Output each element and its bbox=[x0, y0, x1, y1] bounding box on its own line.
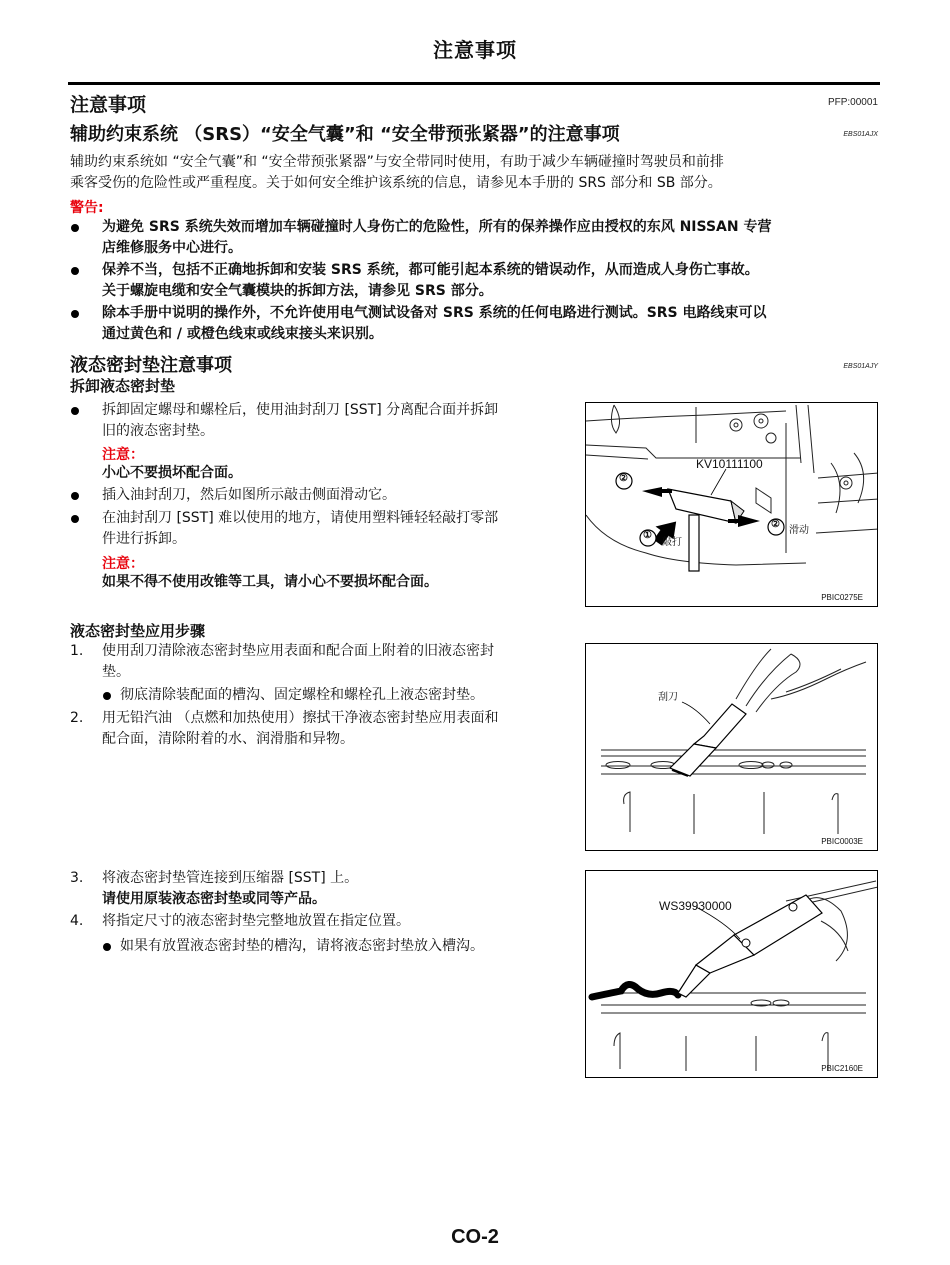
figure-1-id: PBIC0275E bbox=[821, 593, 863, 602]
note-text-1: 小心不要损坏配合面。 bbox=[102, 465, 242, 481]
figure-2-scraper-label: 刮刀 bbox=[658, 692, 678, 703]
removal-bullet-1 bbox=[70, 400, 576, 442]
srs-code: EBS01AJX bbox=[843, 131, 878, 138]
note-label-1: 注意： bbox=[102, 447, 144, 463]
step-2-line-2: 配合面，清除附着的水、润滑脂和异物。 bbox=[102, 731, 354, 747]
tube-presser-illustration bbox=[586, 871, 878, 1078]
removal-bullet-3 bbox=[70, 508, 576, 550]
step-number: 3. bbox=[70, 870, 84, 886]
step-1 bbox=[70, 641, 576, 683]
note-text-2: 如果不得不使用改锥等工具，请小心不要损坏配合面。 bbox=[102, 574, 438, 590]
warning-item-3-line-1: 除本手册中说明的操作外，不允许使用电气测试设备对 SRS 系统的任何电路进行测试。SRS 电路线束可以 bbox=[102, 305, 767, 321]
warning-item-2-line-1: 保养不当，包括不正确地拆卸和安装 SRS 系统，都可能引起本系统的错误动作，从而造成人身伤亡事故。 bbox=[102, 262, 759, 278]
warning-item bbox=[70, 303, 880, 345]
scraper-illustration bbox=[586, 644, 878, 851]
step-2-line-1: 用无铅汽油 （点燃和加热使用）擦拭干净液态密封垫应用表面和 bbox=[102, 710, 499, 726]
figure-1-slide-label: 滑动 bbox=[789, 525, 809, 536]
page-header-title: 注意事项 bbox=[433, 38, 517, 62]
application-title: 液态密封垫应用步骤 bbox=[70, 622, 206, 640]
warning-item-1-line-1: 为避免 SRS 系统失效而增加车辆碰撞时人身伤亡的危险性，所有的保养操作应由授权的东风 NISSAN 专营 bbox=[102, 219, 772, 235]
step-4-sub: 如果有放置液态密封垫的槽沟，请将液态密封垫放入槽沟。 bbox=[102, 936, 576, 957]
removal-bullet-3-line-1: 在油封刮刀 [SST] 难以使用的地方，请使用塑料锤轻轻敲打零部 bbox=[102, 510, 499, 526]
step-1-line-2: 垫。 bbox=[102, 664, 130, 680]
figure-tube-presser bbox=[585, 870, 878, 1078]
step-4-line-1: 将指定尺寸的液态密封垫完整地放置在指定位置。 bbox=[102, 913, 410, 929]
step-1-line-1: 使用刮刀清除液态密封垫应用表面和配合面上附着的旧液态密封 bbox=[102, 643, 494, 659]
figure-3-tool-label: WS39930000 bbox=[659, 899, 732, 913]
section-title: 注意事项 bbox=[70, 94, 147, 116]
step-4 bbox=[70, 911, 576, 932]
warning-item-1-line-2: 店维修服务中心进行。 bbox=[102, 240, 242, 256]
gasket-code: EBS01AJY bbox=[843, 363, 878, 370]
figure-1-num-2: ② bbox=[619, 473, 628, 484]
step-1-sub: 彻底清除装配面的槽沟、固定螺栓和螺栓孔上液态密封垫。 bbox=[102, 685, 576, 706]
figure-2-id: PBIC0003E bbox=[821, 837, 863, 846]
warning-item-3-line-2: 通过黄色和 / 或橙色线束或线束接头来识别。 bbox=[102, 326, 383, 342]
srs-intro bbox=[70, 152, 880, 194]
figure-1-tap-label: 敲打 bbox=[662, 537, 682, 548]
seal-cutter-illustration bbox=[586, 403, 878, 607]
step-3-bold: 请使用原装液态密封垫或同等产品。 bbox=[102, 891, 326, 907]
step-number: 4. bbox=[70, 913, 84, 929]
srs-intro-line-2: 乘客受伤的危险性或严重程度。关于如何安全维护该系统的信息，请参见本手册的 SRS 部分和 SB 部分。 bbox=[70, 175, 722, 191]
section-code: PFP:00001 bbox=[827, 97, 878, 108]
srs-intro-line-1: 辅助约束系统如 “安全气囊”和 “安全带预张紧器”与安全带同时使用，有助于减少车辆碰撞时驾驶员和前排 bbox=[70, 154, 724, 170]
figure-scraper bbox=[585, 643, 878, 851]
step-3-line-1: 将液态密封垫管连接到压缩器 [SST] 上。 bbox=[102, 870, 359, 886]
header-rule bbox=[68, 82, 880, 85]
figure-seal-cutter bbox=[585, 402, 878, 607]
removal-bullet-3-line-2: 件进行拆卸。 bbox=[102, 531, 186, 547]
srs-title: 辅助约束系统 （SRS）“安全气囊”和 “安全带预张紧器”的注意事项 bbox=[70, 124, 620, 145]
figure-1-num-1: ① bbox=[643, 530, 652, 541]
warning-item-2-line-2: 关于螺旋电缆和安全气囊模块的拆卸方法，请参见 SRS 部分。 bbox=[102, 283, 493, 299]
removal-bullet-1-line-1: 拆卸固定螺母和螺栓后，使用油封刮刀 [SST] 分离配合面并拆卸 bbox=[102, 402, 499, 418]
warning-item bbox=[70, 260, 880, 302]
figure-1-num-2b: ② bbox=[771, 519, 780, 530]
removal-bullet-1-line-2: 旧的液态密封垫。 bbox=[102, 423, 214, 439]
step-number: 2. bbox=[70, 710, 84, 726]
page-number: CO-2 bbox=[451, 1226, 499, 1248]
step-3 bbox=[70, 868, 576, 910]
warning-label: 警告: bbox=[70, 200, 104, 216]
note-label-2: 注意： bbox=[102, 556, 144, 572]
step-2 bbox=[70, 708, 576, 750]
removal-title: 拆卸液态密封垫 bbox=[70, 377, 176, 395]
gasket-title: 液态密封垫注意事项 bbox=[70, 355, 232, 376]
step-number: 1. bbox=[70, 643, 84, 659]
figure-3-id: PBIC2160E bbox=[821, 1064, 863, 1073]
figure-1-tool-label: KV10111100 bbox=[696, 457, 763, 471]
warning-item bbox=[70, 217, 880, 259]
removal-bullet-2: 插入油封刮刀，然后如图所示敲击侧面滑动它。 bbox=[70, 485, 576, 506]
